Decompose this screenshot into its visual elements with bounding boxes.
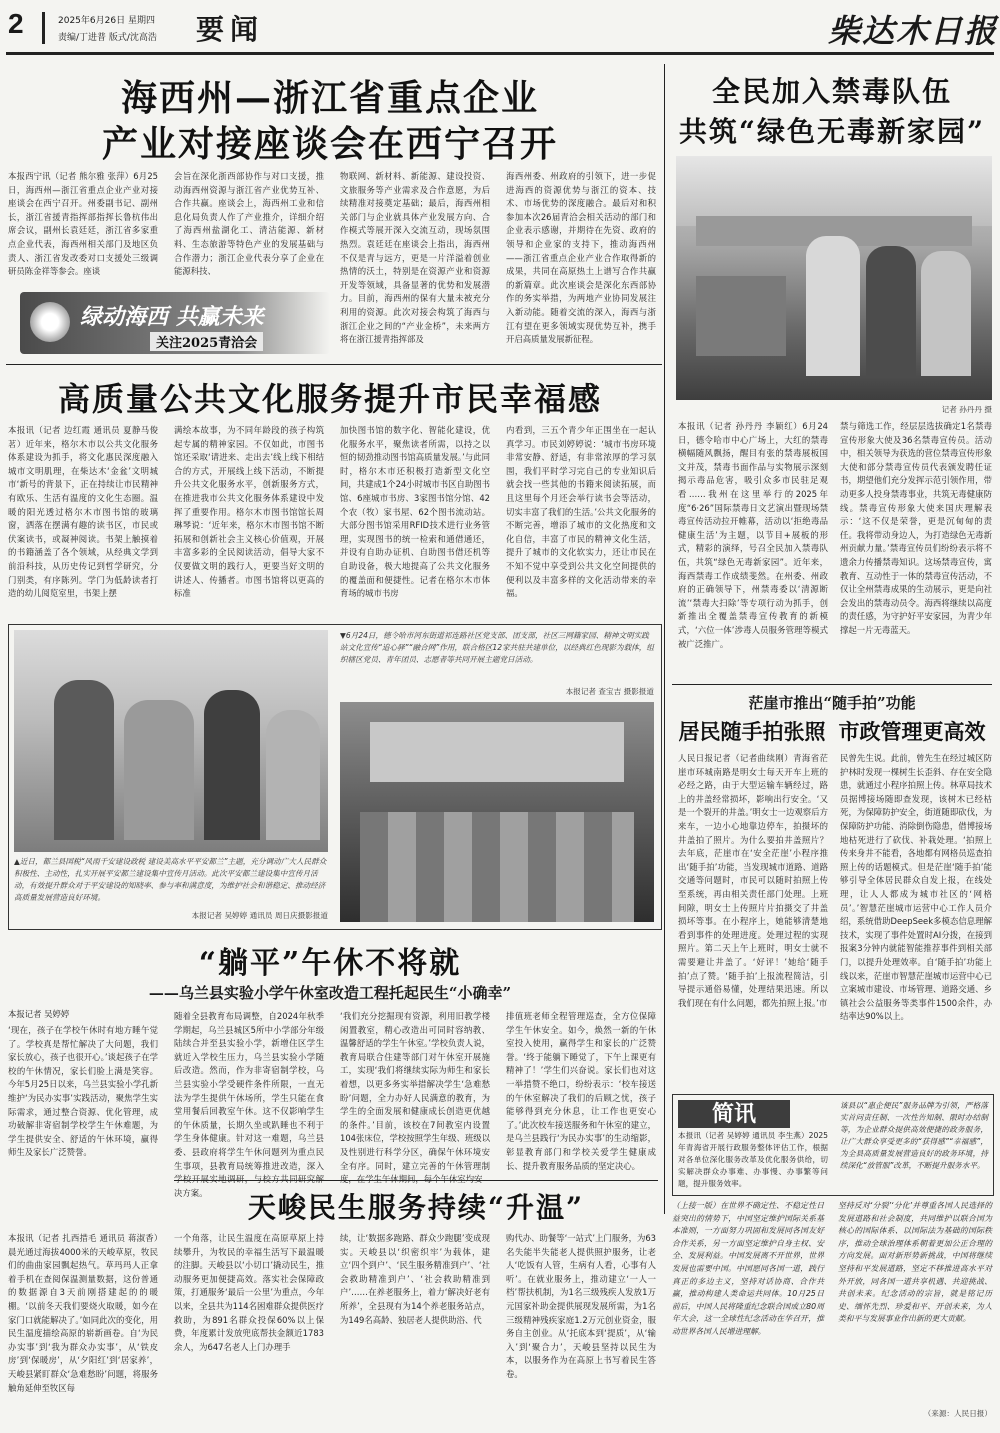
story4-title-a: 居民随手拍张照 bbox=[678, 719, 826, 744]
story6-col1: 本报讯（记者 扎西措毛 通讯员 蒋淑香）晨光通过海拔4000米的天峻草原，牧民们的曲曲家园飘起热气。草玛玛人正拿着手机在查阅保温测量数据，这份普通的数据源自3天前刚搭建起的的暖棚。‘以前冬天我们要烧火取暖，如今在家门口就能解决了。’如同此次的变化，用民生温度描绘高原的崭新画卷。自‘为民办实事’到‘我为群众办实事’，从‘铁皮房’到‘保暖房’，从‘夕阳红’到‘居家养’，天峻县紧盯群众‘急难愁盼’问题，将服务触角延伸至牧区每 bbox=[8, 1233, 158, 1393]
community-photo bbox=[340, 702, 654, 922]
masthead-logo: 柴达木日报 bbox=[828, 12, 999, 50]
photo1-credit: 本报记者 吴婷婷 通讯员 周日庆摄影报道 bbox=[191, 911, 328, 920]
story2-photo-credit: 记者 孙丹丹 摄 bbox=[941, 405, 992, 414]
banner-logo-icon bbox=[30, 302, 70, 342]
story5-col3: ‘我们充分挖掘现有资源，利用旧教学楼闲置教室，精心改造出可同时容纳教、温馨舒适的学生午休室。’学校负责人说，教育局联合住建等部门对午休室开展施工，实现‘我们将继续实际为师生和家长着想，以更多务实举措解决学生‘急难愁盼’问题，全力办好人民满意的教育，为学生的全面发展和健康成长创造更优越的条件。’目前，该校在7间教室内设置104张床位，学校按照学生年级、班级以及性别进行科学分区，确保午休环境安全有序。同时，建立完善的午休管理制 bbox=[340, 1011, 490, 1171]
section-title: 要闻 bbox=[196, 13, 265, 46]
header-rule bbox=[6, 52, 994, 55]
brief-source: （来源：人民日报） bbox=[923, 1409, 992, 1418]
page-number: 2 bbox=[8, 8, 24, 39]
story4-col2: 民曾先生说。此前，曾先生在经过城区防护林时发现一棵树生长歪斜、存在安全隐患，就通过小程序拍照上传。林草局技术员据博接场随即查发现，该树木已经枯死，为保障防护安全，街道随即砍伐，为保障防护功能、消除倒伤隐患，借博接场地枯死进行了砍伐、补栽处理。‘拍照上传来身井不能看，各地都有网格员巡查拍照上传的话题模式。但是茫崖‘随手拍’能够引导全体居民群众自发上报，在线处理，让人人都成为城市社区的‘网格员’。’智慧茫崖城市运营中心工作人员介绍，系统借助DeepSeek多模态信息理解技术，实现了事件处置时AI分拨，在接到报案3分钟内就能智能推荐事件到相关部门，以提升处理效率。自‘随手拍’功能上线以来，茫崖市智慧茫崖城市运营中心已立案城市建设、市场管理、道路交通、乡镇社会公益服务等类事件1500余件，办结率达90%以上。 bbox=[840, 753, 992, 1022]
story3-col1: 本报讯（记者 边红霞 通讯员 夏静马俊茗）近年来，格尔木市以公共文化服务体系建设为抓手，将文化惠民深度融入城市文明肌理，在柴达木‘金盆’文明城市‘新号的背景下，正在持续让市民精神有欧乐、生活有温度的文化生态圈。温暖的阳光透过格尔木市图书馆的玻璃窗，洒落在摆满有趣的读书区，市民或伏案读书，或凝神阅读。书架上触摸着的书籍涵盖了各个领域，从经典文学到前沿科技，从历史传记到哲学研究，分门别类，有序陈列。学门为低龄读者打造的幼儿阅览室里，书架上摆 bbox=[8, 425, 158, 599]
story5-col2: 随着全县教育布局调整，自2024年秋季学期起，乌兰县城区5所中小学部分年级陆续合并至县实验小学，新增住区学生就近入学校生压力，乌兰县实验小学随后改造。然而，作为非寄宿制学校，乌兰县实验小学受硬件条件所限，一直无法为学生提供午休场所，学生只能在食堂用餐后回教室午休。这不仅影响学生的午休质量，长期久坐或趴睡也不利于学生身体健康。针对这一难题，乌兰县委、县政府将学生午休问题列为重点民生事项，县教育局统筹推进改造，深入 决方案。 bbox=[174, 1011, 324, 1198]
brief-header bbox=[678, 1100, 790, 1128]
story1-col4: 海西州委、州政府的引领下，进一步促进海西的资源优势与浙江的资本、技术、市场优势的深度融合。最后对和积参加本次26届青洽会相关活动的部门和企业表示感谢，并期待在先资、政府的领导和企业家的支持下，推动海西州——浙江省重点企业产业合作取得新的成果，共同在高原热土上谱写合作共赢的新篇章。此次座谈会是深化东西部协作的务实举措，为两地产业协同发展注入新动能。随着交流的深入，海西与浙江有望在更多领域实现优势互补，携手开启高质量发展新征程。 bbox=[506, 171, 656, 345]
story3-col4: 内看到，三五个青少年正围坐在一起认真学习。市民刘婷婷说：‘城市书房环境非常安静、舒适，有非常浓厚的学习氛围，我们平时学习完自己的专业知识后就会找一些其他的书籍来阅读拓展，而且这里每个月还会举行读书会等活动，切实丰富了我们的生活。’公共文化服务的不断完善，增添了城市的文化热度和文化自信，丰富了市民的精神文化生活，提升了城市的文化软实力，还让市民在不知不觉中享受到公共文化空间提供的便利以及丰富多样的文化活动带来的幸福。 bbox=[506, 425, 656, 599]
photo1-caption: ▲近日，都兰县国税“风雨千安建设政税 建设美高水平平安都兰”主题，充分调动广大人民群众积极性、主动性，扎实开展平安都兰建设集中宣传月活动。此次平安都兰建设集中宣传月活动，有效提升群众对于平安建设的知晓率、参与率和满意度，为维护社会和谐稳定、推动经济高质量发展营造良好环境。 bbox=[14, 857, 327, 902]
story2-col1: 本报讯（记者 孙丹丹 李颖红）6月24日，德令哈市中心广场上，大红的禁毒横幅随风飘扬，醒目有张的禁毒展板国文并茂，禁毒书面作品与实物展示深刻揭示毒品危害，吸引众多市民驻足观看……我州在这里举行的2025年度“6·26”国际禁毒日文艺演出暨现场禁毒宣传活动拉开帷幕，活动以‘拒绝毒品 健康生活’为主题，以节目+展板的形式，精彩的演绎，号召全民加入禁毒队伍，共筑“绿色无毒新家园”。近年来，海西禁毒工作成绩斐然。在州委、州政府的正确领导下，州禁毒委以‘清源断流’‘禁毒大扫除’等专项行动为抓手，创新推出全覆盖禁毒宣传教育的新模式，‘六位一体’涉毒人员服务管理等模式被广泛推广。 bbox=[678, 421, 828, 649]
header-divider bbox=[42, 12, 45, 44]
column-rule-right bbox=[664, 64, 665, 1214]
story4-col1: 人民日报记者（记者曲续刚）青海省茫崖市环城南路是明女士每天开车上班的必经之路，由于大型运输车辆经过，路上的井盖经常损坏，影响出行安全。‘又是一个裂开的井盖。’明女士一边观察后方来车，一边小心地靠边停车，拍摄坏的井盖拍了照片。为什么要拍井盖照片？去年底，茫崖市在‘安全茫崖’小程序推出‘随手拍’功能，当发现城市道路、道路交通等问题时，市民可以随时拍照上传至系统，再由相关责任部门处理。上班间隙，明女士上传照片片拍摄交了井盖损坏等事。在小程序上，她能够清楚地看到事件的处理进度。处理过程的实现照片。第二天上午上班时，明女士就不需要避让井盖了。‘好评！’她给‘随手拍’点了赞。‘随手拍’上报流程简洁，引导提示通俗易懂，处理结果迅速。所以我们现在有什么问题，都先拍照上报。’市 bbox=[678, 753, 828, 1008]
story6-col2: 一个角落，让民生温度在高原草原上持续攀升，为牧民的幸福生活写下最温暖的注脚。天峻县以‘小切口’撬动民生，推动服务更加便捷高效。落实社会保障政策，打通服务‘最后一公里’为重点，今年以来，全县共为114名困难群众提供医疗救助，为891名群众投保60%以上保费，年度累计发放兜底帮扶金额近1783余人，为647名老人上门办理手 bbox=[174, 1233, 324, 1352]
story5-col1: ‘现在，孩子在学校午休时有地方睡午觉了。学校真是帮忙解决了大问题，我们家长放心，孩子也很开心。’谈起孩子在学校的午休情况，家长们脸上满是笑容。今年5月25日以来，乌兰县实验小学孔新维护‘为民办实事’实践活动，聚焦学生实际需求，通过整合资源、优化管理，成功破解非寄宿制学校学生午休难题，为学生提供安全、舒适的午休环境，赢得师生及家长广泛赞誉。 bbox=[8, 1025, 158, 1158]
story2-title-2: 共筑“绿色无毒新家园” bbox=[678, 115, 986, 148]
date-line: 2025年6月26日 星期四 bbox=[58, 16, 155, 26]
brief-col-a: （上接一版）在世界不确定性、不稳定性日益突出的情势下，中国坚定维护国际关系基本准则，一方面努力巩固和发展同各国友好合作关系，另一方面坚定维护自身主权、安全、发展利益。中国发展离不开世界，世界发展也需要中国。中国愿同各国一道，践行真正的多边主义，坚持对话协商、合作共赢，推动构建人类命运共同体。10月25日前后，中国人民将隆重纪念联合国成立80周年大会，这一全球性纪念活动在华召开，推动世界各国人民增进理解。 bbox=[672, 1201, 824, 1336]
photo2-caption: ▼6月24日，德令哈市河东街道祁连路社区党支部、团支部，社区三网籍家园、精神文明实践站文化宣传“追心驿”“融合网”作用，联合格区12家共驻共建单位，以经典红色现影为载体，组织辖区党员、青年团员、志愿者等共同开展主题党日活动。 bbox=[340, 631, 654, 664]
story1-col3: 物联网、新材料、新能源、建设投资、文旅服务等产业需求及合作意愿，为后续精准对接奠定基础；最后，海西州相关部门与企业就具体产业发展方向、合作模式等展开深入交流互动，现场氛围热烈。袁廷廷在座谈会上指出，海西州不仅是青与远方，更是一片洋溢着创业热情的沃土，特别是在资源产业和资源开发等领域，具备显著的优势和发展潜力。目前，海西州的保有大量未被充分利用的资源。此次对接会构筑了海西与浙江企业之间的“产业金桥”，未来两方将在浙江援青指挥部及 bbox=[340, 171, 490, 345]
editor-line: 责编/丁进普 版式/沈高浩 bbox=[58, 33, 157, 43]
story1-title-2: 产业对接座谈会在西宁召开 bbox=[101, 123, 558, 165]
story2-title-1: 全民加入禁毒队伍 bbox=[711, 75, 952, 108]
story5-byline: 本报记者 吴婷婷 bbox=[8, 1009, 70, 1019]
anti-drug-photo bbox=[676, 156, 992, 400]
story5-title: “躺平”午休不将就 bbox=[198, 946, 462, 981]
qinghui-banner bbox=[20, 292, 330, 354]
banner-subtitle: 关注2025青洽会 bbox=[150, 332, 263, 351]
story4-title-b: 市政管理更高效 bbox=[838, 719, 986, 744]
story5-col4: 排值班老师全程管理巡查，全方位保障学生午休安全。如今，焕然一新的午休室投入使用，赢得学生和家长的广泛赞誉。‘终于能躺下睡觉了，下午上课更有精神了！’学生们兴奋说。家长们也对这一举措赞不绝口，纷纷表示：‘校车接送的午休室解决了我们的后顾之忧，孩子能够得到充分休息，让工作也更安心了。’此次校车接送服务和午休室的建立，是乌兰县践行‘为民办实事’的生动缩影，彰显教育部门和学校关爱学生健康成长、提升教育服务品质的坚定决心。 bbox=[506, 1011, 656, 1171]
brief-col-b: 坚持反对‘分裂’‘分化’并尊重各国人民选择的发展道路和社会制度，共同维护以联合国为核心的国际体系、以国际法为基础的国际秩序，推动全球治理体系朝着更加公正合理的方向发展。面对新形势新挑战，中国将继续坚持和平发展道路，坚定不移推进高水平对外开放，同各国一道共享机遇、共迎挑战、共创未来。纪念活动的宗旨，就是铭记历史、缅怀先烈、珍爱和平、开创未来，为人类和平与发展事业作出新的更大贡献。 bbox=[838, 1201, 992, 1324]
story6-col3: 续，让‘数据多跑路、群众少跑腿’变成现实。天峻县以‘织密织牢’为载体，建立‘四个到户’、‘民生服务精准到户’、‘社会救助精准到户’、‘社会救助精准到户’……在养老服务上，着力‘解决好老有所养’，全县现有为14个养老服务站点，为149名高龄、独居老人提供助浴、代 bbox=[340, 1233, 490, 1325]
photo2-credit: 本报记者 查宝吉 摄影报道 bbox=[565, 687, 654, 696]
story1-title-1: 海西州—浙江省重点企业 bbox=[120, 77, 539, 119]
divider-story3 bbox=[6, 364, 662, 365]
story3-title: 高质量公共文化服务提升市民幸福感 bbox=[57, 380, 602, 418]
story1-col2: 会旨在深化浙西部协作与对口支援，推动海西州资源与浙江省产业优势互补、合作共赢。座谈会上，海西州工业和信息化局负责人作了产业推介，详细介绍了海西州盐湖化工、清洁能源、新材料、生态旅游等特色产业的发展基础与合作潜力；浙江企业代表分享了企业在能源科技、 bbox=[174, 171, 324, 277]
story6-title: 天峻民生服务持续“升温” bbox=[247, 1191, 585, 1224]
story6-col4: 购代办、助餐等‘一站式’上门服务，为63名失能半失能老人提供照护服务，让老人‘吃饭有人管，生病有人看，心事有人听’。在就业服务上，推动建立‘一人一档’帮扶机制，为1名三级残疾人发放1万元国家补助金提供展现发展所需，为1名三级精神残疾家庭1.2万元创业资金，服务自主创业。从‘托底本到‘提质’，从‘输入’到‘聚合力’，天峻县坚持以民生为本，以服务作为在高原上书写着民生答卷。 bbox=[506, 1233, 656, 1379]
story5-subtitle: ——乌兰县实验小学午休室改造工程托起民生“小确幸” bbox=[148, 984, 512, 1002]
divider-story4 bbox=[672, 684, 992, 685]
story1-col1: 本报西宁讯（记者 熊尔雅 张萍）6月25日，海西州—浙江省重点企业产业对接座谈会在西宁召开。州委副书记、副州长，浙江省援青指挥部指挥长鲁杭伟出席会议，副州长袁廷廷，浙江省多家重点企业代表，海西州相关部门及地区负责人、浙江省发改委对口支援处三级调研员陈金祥等参会。座谈 bbox=[8, 171, 158, 277]
divider-story6 bbox=[174, 1180, 658, 1181]
story3-col3: 加快图书馆的数字化、智能化建设，优化服务水平，聚焦读者所需，以持之以恒的韧劲推动图书馆高质量发展。’与此同时，格尔木市还积极打造新型文化空间，共建成1个24小时城市书区自助图书馆、6座城市书房、3家图书馆分馆、42个农（牧）家书屋、62个图书流动站。大部分图书馆采用RFID技术进行业务管理，实现图书的统一检索和通借通还，并设有自助办证机、自助图书借还机等自助设备，极大地提高了公共文化服务的覆盖面和便捷性。记者在格尔木市体育场的城市书房 bbox=[340, 425, 490, 599]
dulan-photo bbox=[14, 630, 328, 852]
brief-text2: 该县以“惠企便民”服务品牌为引领，严格落实首问责任制、一次性告知制、限时办结制等，为企业群众提供高效便捷的政务服务，让广大群众享受更多的“获得感”“幸福感”，为全县高质量发展营造良好的政务环境，持续深化“放管服”改革，不断提升服务水平。 bbox=[840, 1101, 988, 1170]
brief-header-label: 简讯 bbox=[711, 1101, 756, 1127]
story3-col2: 满绘本故事，为不同年龄段的孩子构筑起专属的精神家园。不仅如此，市图书馆还采取‘请进来、走出去’线上线下相结合的方式，开展线上线下活动，不断提升公共文化服务水平，创新服务方式，在推进我市公共文化服务体系建设中发挥了重要作用。格尔木市图书馆馆长周琳琴说：‘近年来，格尔木市图书馆不断拓展和创新社会主义核心价值观，开展丰富多彩的全民阅读活动，倡导大家不仅要做文明的践行人，更要当好文明的讲述人、传播者。市图书馆将以更高的标准 bbox=[174, 425, 324, 599]
banner-title: 绿动海西 共赢未来 bbox=[80, 304, 264, 330]
story2-col2: 禁与筛选工作，经层层选拔确定1名禁毒宣传形象大使及36名禁毒宣传员。活动中，相关领导为获选的营位禁毒宣传形象大使和部分禁毒宣传员代表颁发聘任证书，期望他们充分发挥示范引领作用，带动更多人投身禁毒事业，共筑无毒健康防线。禁毒宣传形象大使来国庆理解表示：‘这不仅是荣誉，更是沉甸甸的责任。我将带动身边人，为打造绿色无毒新州贡献力量。’禁毒宣传员们纷纷表示将不遗余力传播禁毒知识。这场禁毒宣传，寓教育、互动性于一体的禁毒宣传活动，不仅让全州禁毒成果的生动展示，更是向社会发出的禁毒动员令。海西将继续以高度的责任感，为守护好平安家园，为青少年撑起一片无毒蓝天。 bbox=[840, 421, 992, 635]
story4-kicker: 茫崖市推出“随手拍”功能 bbox=[748, 694, 916, 712]
brief-text1: 本报讯（记者 吴婷婷 通讯员 李生燕）2025年青海省开展行政服务整体评估工作，根据对各单位深化服务改革及优化服务供给，切实解决群众办事难、办事慢、办事繁等问题，提升服务效率。 bbox=[678, 1131, 828, 1188]
